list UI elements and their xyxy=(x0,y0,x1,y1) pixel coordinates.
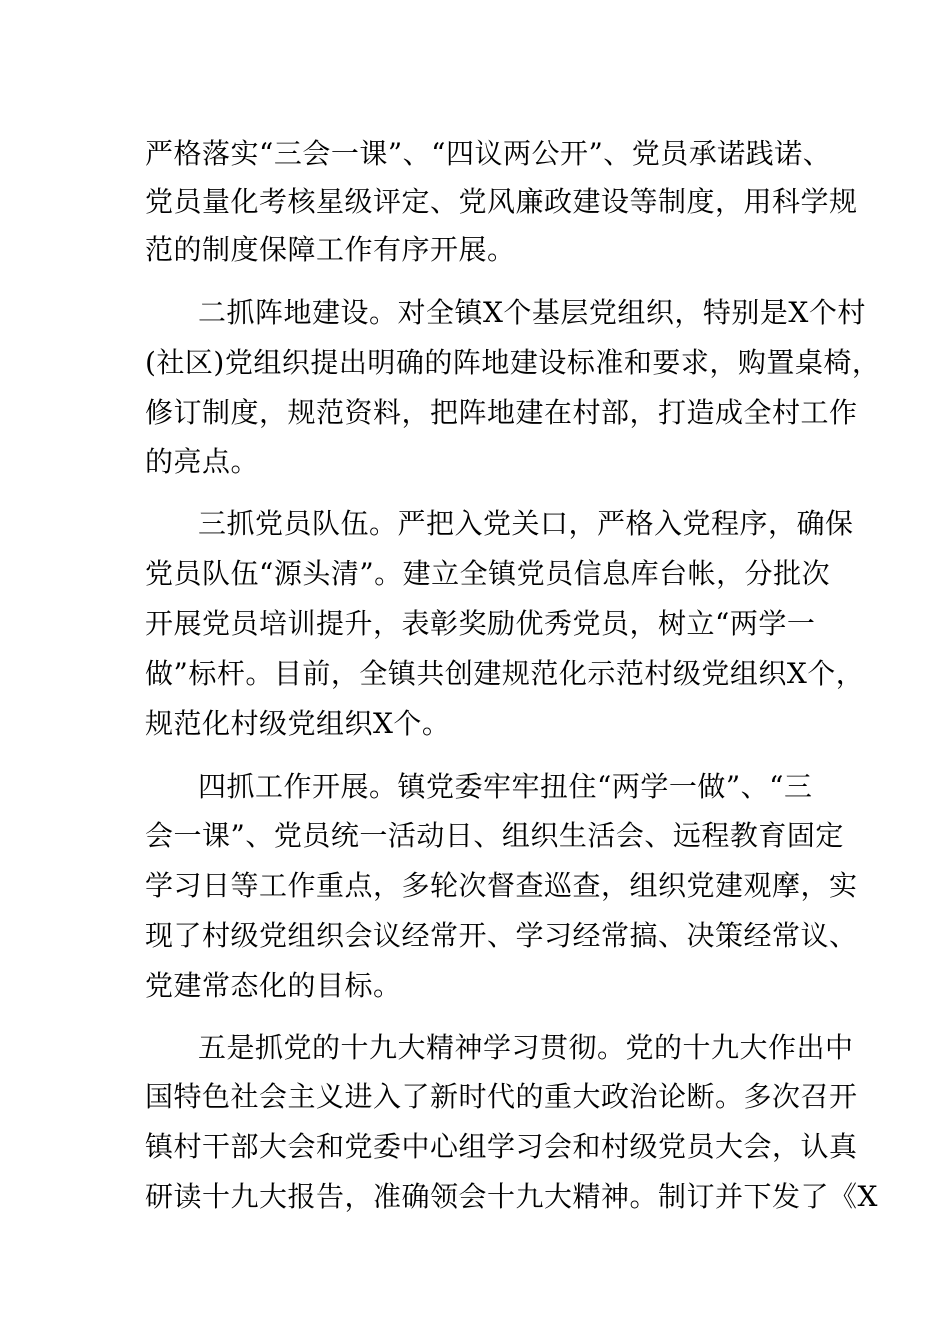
text-line: 开展党员培训提升，表彰奖励优秀党员，树立“两学一 xyxy=(145,607,816,640)
text-line: 修订制度，规范资料，把阵地建在村部，打造成全村工作 xyxy=(145,396,858,429)
text-line: 严格落实“三会一课”、“四议两公开”、党员承诺践诺、 xyxy=(145,137,832,170)
text-line: 国特色社会主义进入了新时代的重大政治论断。多次召开 xyxy=(145,1080,858,1113)
text-line: 镇村干部大会和党委中心组学习会和村级党员大会，认真 xyxy=(145,1130,858,1163)
text-line: 三抓党员队伍。严把入党关口，严格入党程序，确保 xyxy=(198,507,854,540)
text-line: 党建常态化的目标。 xyxy=(145,969,402,1002)
text-line: 现了村级党组织会议经常开、学习经常搞、决策经常议、 xyxy=(145,919,858,952)
text-line: 做”标杆。目前，全镇共创建规范化示范村级党组织X个， xyxy=(145,657,865,690)
text-line: 学习日等工作重点，多轮次督查巡查，组织党建观摩，实 xyxy=(145,869,858,902)
text-line: 党员量化考核星级评定、党风廉政建设等制度，用科学规 xyxy=(145,185,858,218)
text-line: (社区)党组织提出明确的阵地建设标准和要求，购置桌椅， xyxy=(145,346,881,379)
text-line: 二抓阵地建设。对全镇X个基层党组织，特别是X个村 xyxy=(198,296,866,329)
text-line: 范的制度保障工作有序开展。 xyxy=(145,233,516,266)
text-line: 四抓工作开展。镇党委牢牢扭住“两学一做”、“三 xyxy=(198,770,813,803)
text-line: 规范化村级党组织X个。 xyxy=(145,707,451,740)
text-line: 党员队伍“源头清”。建立全镇党员信息库台帐，分批次 xyxy=(145,557,831,590)
text-line: 五是抓党的十九大精神学习贯彻。党的十九大作出中 xyxy=(198,1031,854,1064)
text-line: 会一课”、党员统一活动日、组织生活会、远程教育固定 xyxy=(145,819,844,852)
text-line: 的亮点。 xyxy=(145,445,260,478)
text-line: 研读十九大报告，准确领会十九大精神。制订并下发了《X xyxy=(145,1180,878,1213)
